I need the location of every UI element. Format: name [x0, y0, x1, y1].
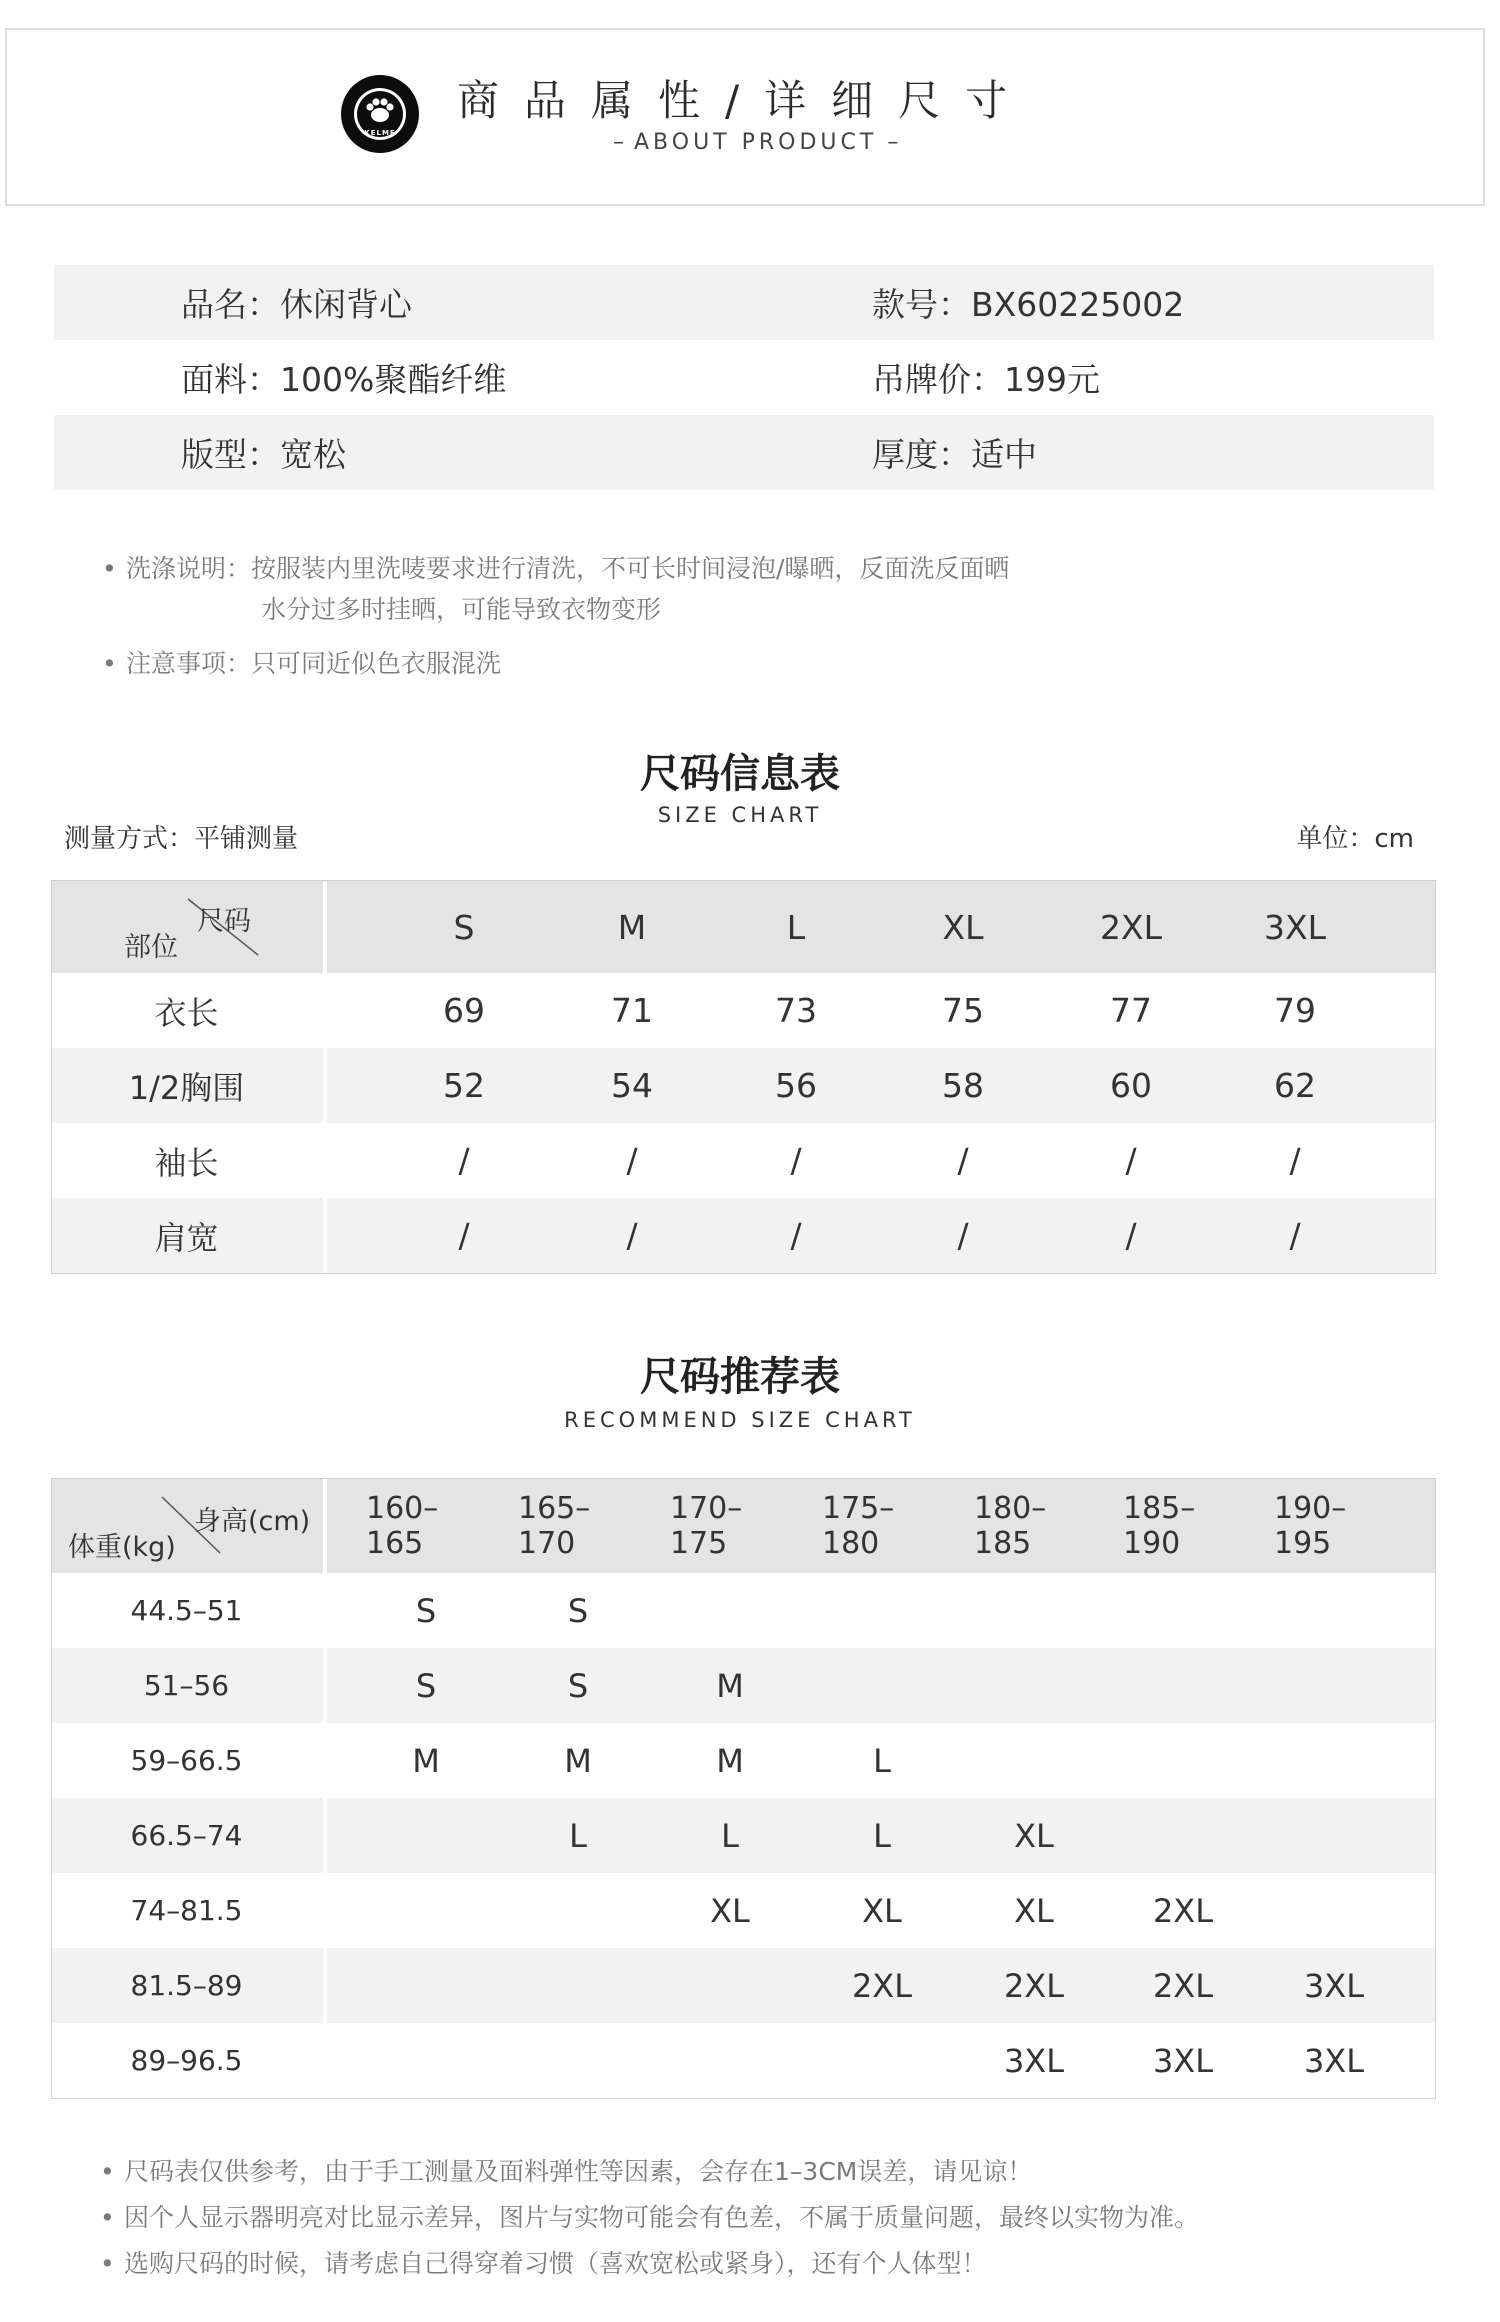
attribute-row [54, 340, 1434, 415]
attribute-thickness: 厚度：适中 [872, 435, 1037, 474]
bullet: • [100, 2203, 115, 2232]
corner-top-label: 身高(cm) [194, 1506, 311, 1537]
column-header: 3XL [1264, 907, 1326, 947]
table-row [52, 973, 1435, 1048]
table-cell: 75 [942, 991, 984, 1030]
recommend-chart-table [51, 1478, 1436, 2099]
table-cell: 54 [611, 1066, 653, 1105]
header-subtitle-text: ABOUT PRODUCT [634, 130, 878, 155]
bullet: • [100, 2249, 115, 2278]
table-cell: 3XL [1303, 1966, 1365, 2005]
table-cell: / [626, 1216, 638, 1255]
table-cell: / [626, 1141, 638, 1180]
logo-text: KELME [364, 129, 396, 137]
table-cell: 60 [1110, 1066, 1152, 1105]
wash-note-line1: 洗涤说明：按服装内里洗唛要求进行清洗，不可长时间浸泡/曝晒，反面洗反面晒 [126, 554, 1010, 583]
column-header: S [453, 907, 475, 947]
unit-label: 单位：cm [1296, 824, 1414, 854]
table-cell: M [716, 1741, 744, 1780]
row-label: 衣长 [154, 993, 219, 1032]
row-label: 89–96.5 [130, 2044, 243, 2077]
table-cell: S [567, 1591, 589, 1630]
table-row [52, 1873, 1435, 1948]
header-title: 商品属性/详细尺寸 [457, 76, 1033, 125]
size-chart-table [51, 880, 1436, 1274]
footer-note [100, 2195, 1199, 2241]
recommend-chart-subtitle: RECOMMEND SIZE CHART [564, 1408, 916, 1432]
table-header-row [52, 1479, 1435, 1573]
column-divider [323, 1948, 327, 2023]
table-cell: / [957, 1216, 969, 1255]
column-divider [323, 1479, 327, 1573]
table-row [52, 1798, 1435, 1873]
table-cell: / [1125, 1216, 1137, 1255]
column-divider [323, 1573, 327, 1648]
table-cell: 2XL [1152, 1891, 1214, 1930]
table-cell: 56 [775, 1066, 817, 1105]
table-row [52, 1648, 1435, 1723]
paw-icon [341, 75, 419, 153]
attribute-row [54, 265, 1434, 340]
table-cell: L [721, 1816, 739, 1855]
table-cell: 2XL [851, 1966, 913, 2005]
recommend-chart-title: 尺码推荐表 [640, 1354, 840, 1400]
column-header: XL [942, 907, 984, 947]
table-cell: XL [710, 1891, 750, 1930]
table-cell: S [415, 1666, 437, 1705]
column-header: 2XL [1100, 907, 1162, 947]
table-cell: 58 [942, 1066, 984, 1105]
column-divider [323, 1873, 327, 1948]
table-cell: 2XL [1152, 1966, 1214, 2005]
measure-method: 测量方式：平铺测量 [64, 824, 299, 854]
attribute-fit: 版型：宽松 [181, 435, 346, 474]
table-cell: S [415, 1591, 437, 1630]
header-banner [5, 28, 1485, 206]
attribute-style-no: 款号：BX60225002 [872, 285, 1185, 324]
bullet: • [100, 2157, 115, 2186]
bullet: • [102, 554, 117, 583]
table-cell: XL [862, 1891, 902, 1930]
table-cell: 77 [1110, 991, 1152, 1030]
row-label: 81.5–89 [130, 1969, 243, 2002]
column-divider [323, 2023, 327, 2098]
table-cell: 2XL [1003, 1966, 1065, 2005]
attribute-name: 品名：休闲背心 [181, 285, 412, 324]
table-cell: 73 [775, 991, 817, 1030]
row-label: 66.5–74 [130, 1819, 243, 1852]
table-cell: S [567, 1666, 589, 1705]
bullet: • [102, 649, 117, 678]
care-notes [102, 548, 1009, 697]
column-divider [323, 1723, 327, 1798]
column-header: 165–170 [518, 1491, 591, 1561]
table-row [52, 2023, 1435, 2098]
table-cell: / [957, 1141, 969, 1180]
attribute-row [54, 415, 1434, 490]
dash-left: – [613, 130, 624, 155]
table-cell: / [458, 1141, 470, 1180]
table-cell: 52 [443, 1066, 485, 1105]
column-header: 175–180 [822, 1491, 895, 1561]
row-label: 59–66.5 [130, 1744, 243, 1777]
row-label: 44.5–51 [130, 1594, 243, 1627]
table-cell: / [458, 1216, 470, 1255]
column-divider [323, 1798, 327, 1873]
size-chart-title: 尺码信息表 [640, 751, 840, 797]
column-divider [323, 973, 327, 1048]
table-cell: M [412, 1741, 440, 1780]
column-header: 180–185 [974, 1491, 1047, 1561]
dash-right: – [887, 130, 899, 155]
table-cell: 79 [1274, 991, 1316, 1030]
column-divider [323, 1123, 327, 1198]
row-label: 51–56 [143, 1669, 230, 1702]
column-header: 170–175 [670, 1491, 743, 1561]
table-cell: XL [1014, 1891, 1054, 1930]
table-cell: XL [1014, 1816, 1054, 1855]
table-cell: / [790, 1141, 802, 1180]
table-cell: 62 [1274, 1066, 1316, 1105]
table-header-row [52, 881, 1435, 973]
table-row [52, 1123, 1435, 1198]
table-cell: / [1289, 1141, 1301, 1180]
table-row [52, 1723, 1435, 1798]
table-row [52, 1198, 1435, 1273]
footer-note [100, 2149, 1199, 2195]
corner-diagonal-line [52, 881, 321, 973]
attention-note [102, 643, 1009, 684]
brand-logo [341, 75, 419, 153]
column-header: 160–165 [366, 1491, 439, 1561]
table-cell: 3XL [1303, 2041, 1365, 2080]
table-row [52, 1048, 1435, 1123]
row-label: 袖长 [154, 1143, 219, 1182]
footer-note-text: 尺码表仅供参考，由于手工测量及面料弹性等因素，会存在1–3CM误差，请见谅！ [124, 2157, 1033, 2186]
size-chart-subtitle: SIZE CHART [657, 803, 823, 827]
wash-note [102, 548, 1009, 630]
row-label: 肩宽 [154, 1218, 219, 1257]
footer-note [100, 2241, 1199, 2287]
table-cell: 69 [443, 991, 485, 1030]
table-row [52, 1573, 1435, 1648]
table-cell: 3XL [1003, 2041, 1065, 2080]
table-cell: / [1125, 1141, 1137, 1180]
table-cell: / [790, 1216, 802, 1255]
row-label: 74–81.5 [130, 1894, 243, 1927]
table-cell: M [564, 1741, 592, 1780]
header-subtitle [603, 130, 908, 155]
column-header: L [786, 907, 806, 947]
footer-note-text: 因个人显示器明亮对比显示差异，图片与实物可能会有色差，不属于质量问题，最终以实物为准。 [124, 2203, 1200, 2232]
table-cell: M [716, 1666, 744, 1705]
product-attributes [54, 265, 1434, 490]
corner-header-cell [52, 881, 321, 973]
table-cell: L [873, 1816, 891, 1855]
column-divider [323, 1048, 327, 1123]
table-cell: / [1289, 1216, 1301, 1255]
attribute-fabric: 面料：100%聚酯纤维 [181, 360, 507, 399]
column-divider [323, 1648, 327, 1723]
corner-bottom-label: 部位 [124, 932, 178, 963]
table-cell: 71 [611, 991, 653, 1030]
corner-bottom-label: 体重(kg) [68, 1532, 176, 1563]
table-cell: L [569, 1816, 587, 1855]
corner-top-label: 尺码 [197, 906, 251, 937]
column-divider [323, 1198, 327, 1273]
table-row [52, 1948, 1435, 2023]
column-header: 190–195 [1274, 1491, 1347, 1561]
table-cell: L [873, 1741, 891, 1780]
column-header: 185–190 [1123, 1491, 1196, 1561]
footer-note-text: 选购尺码的时候，请考虑自己得穿着习惯（喜欢宽松或紧身），还有个人体型！ [124, 2249, 987, 2278]
attention-note-text: 注意事项：只可同近似色衣服混洗 [126, 649, 502, 678]
column-header: M [617, 907, 647, 947]
corner-header-cell [52, 1479, 321, 1573]
table-cell: 3XL [1152, 2041, 1214, 2080]
column-divider [323, 881, 327, 973]
footer-notes [100, 2149, 1199, 2287]
wash-note-line2: 水分过多时挂晒，可能导致衣物变形 [261, 595, 662, 624]
attribute-price: 吊牌价：199元 [872, 360, 1100, 399]
row-label: 1/2胸围 [128, 1068, 245, 1107]
